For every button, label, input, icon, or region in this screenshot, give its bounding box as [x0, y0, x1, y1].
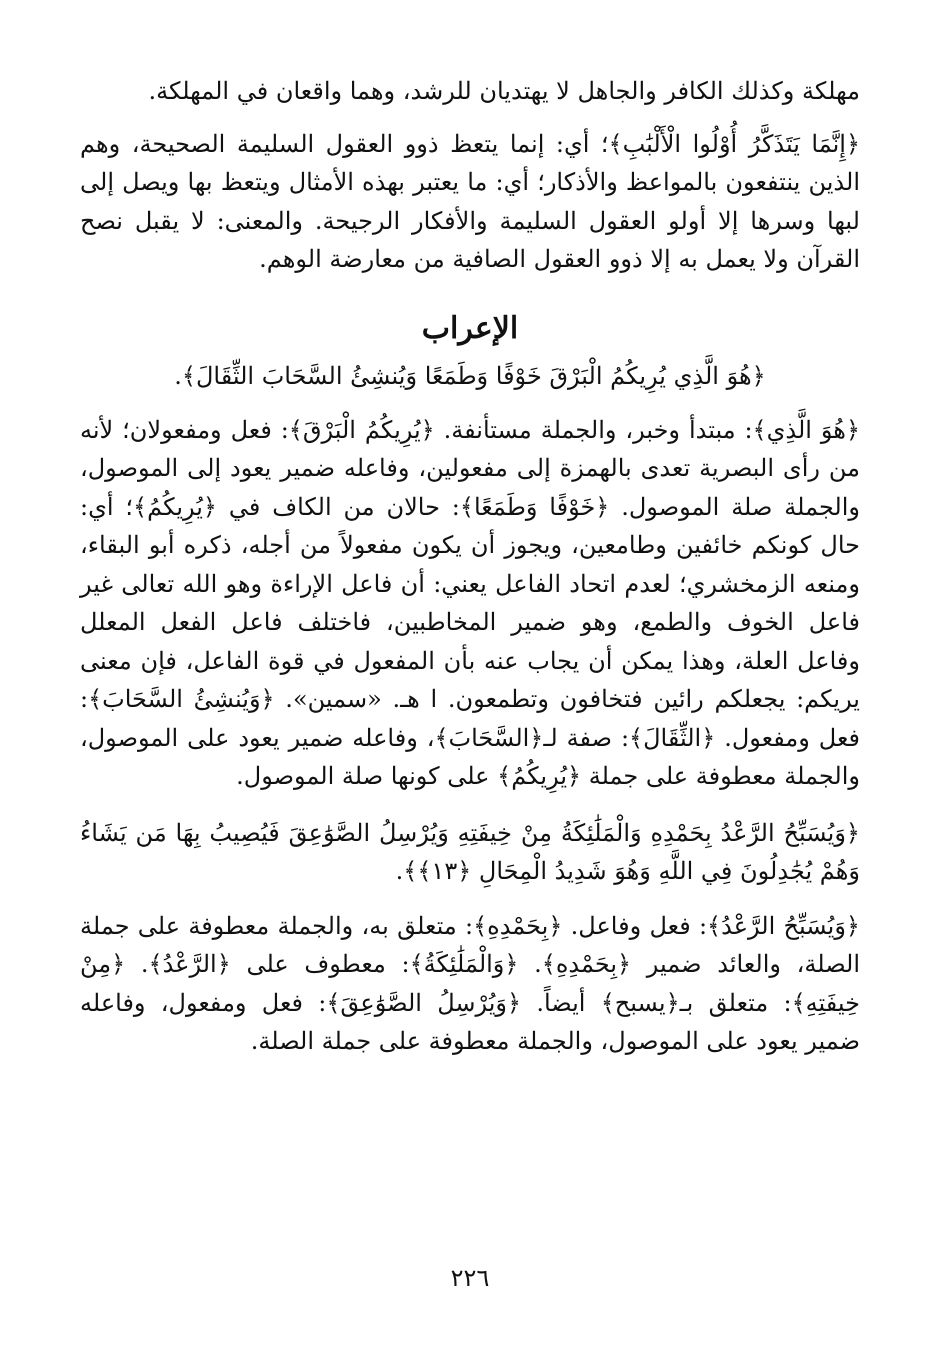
page-number: ٢٢٦	[450, 1264, 490, 1292]
quran-verse-1: ﴿هُوَ الَّذِي يُرِيكُمُ الْبَرْقَ خَوْفًا وَطَمَعًا وَيُنشِئُ السَّحَابَ الثِّقَالَ﴾.	[174, 361, 766, 390]
paragraph-continuation: مهلكة وكذلك الكافر والجاهل لا يهتديان للرشد، وهما واقعان في المهلكة.	[148, 77, 860, 105]
irab-paragraph-1: ﴿هُوَ الَّذِي﴾: مبتدأ وخبر، والجملة مستأنفة. ﴿يُرِيكُمُ الْبَرْقَ﴾: فعل ومفعولان؛ لأنه من رأى البصرية تعدى بالهمزة إلى مفعولين، وفاعله ضمير يعود إلى الموصول، والجملة صلة الموصول. ﴿خَوْفًا وَطَمَعًا﴾: حالان من الكاف في ﴿يُرِيكُمُ﴾؛ أي: حال كونكم خائفين وطامعين، ويجوز أن يكون مفعولاً من أجله، ذكره أبو البقاء، ومنعه الزمخشري؛ لعدم اتحاد الفاعل يعني: أن فاعل الإراءة وهو الله تعالى غير فاعل الخوف والطمع، وهو ضمير المخاطبين، فاختلف فاعل الفعل المعلل وفاعل العلة، وهذا يمكن أن يجاب عنه بأن المفعول في قوة الفاعل، فإن معنى يريكم: يجعلكم رائين فتخافون وتطمعون. ا هـ. «سمين». ﴿وَيُنشِئُ السَّحَابَ﴾: فعل ومفعول. ﴿الثِّقَالَ﴾: صفة لـ﴿السَّحَابَ﴾، وفاعله ضمير يعود على الموصول، والجملة معطوفة على جملة ﴿يُرِيكُمُ﴾ على كونها صلة الموصول.	[80, 415, 860, 790]
section-heading: الإعراب	[421, 310, 519, 346]
irab-paragraph-2: ﴿وَيُسَبِّحُ الرَّعْدُ﴾: فعل وفاعل. ﴿بِحَمْدِهِ﴾: متعلق به، والجملة معطوفة على جملة الصلة، والعائد ضمير ﴿بِحَمْدِهِ﴾. ﴿وَالْمَلَٰئِكَةُ﴾: معطوف على ﴿الرَّعْدُ﴾. ﴿مِنْ خِيفَتِهِ﴾: متعلق بـ﴿يسبح﴾ أيضاً. ﴿وَيُرْسِلُ الصَّوَٰعِقَ﴾: فعل ومفعول، وفاعله ضمير يعود على الموصول، والجملة معطوفة على جملة الصلة.	[80, 911, 860, 1055]
quran-verse-2: ﴿وَيُسَبِّحُ الرَّعْدُ بِحَمْدِهِ وَالْمَلَٰئِكَةُ مِنْ خِيفَتِهِ وَيُرْسِلُ الصَّوَٰعِقَ فَيُصِيبُ بِهَا مَن يَشَاءُ وَهُمْ يُجَٰدِلُونَ فِي اللَّهِ وَهُوَ شَدِيدُ الْمِحَالِ ﴿١٣﴾﴾.	[80, 818, 860, 885]
paragraph-tafsir: ﴿إِنَّمَا يَتَذَكَّرُ أُوْلُوا الْأَلْبَٰبِ﴾؛ أي: إنما يتعظ ذوو العقول السليمة الصحيحة، وهم الذين ينتفعون بالمواعظ والأذكار؛ أي: ما يعتبر بهذه الأمثال ويتعظ بها ويصل إلى لبها وسرها إلا أولو العقول السليمة والأفكار الرجيحة. والمعنى: لا يقبل نصح القرآن ولا يعمل به إلا ذوو العقول الصافية من معارضة الوهم.	[80, 129, 861, 273]
